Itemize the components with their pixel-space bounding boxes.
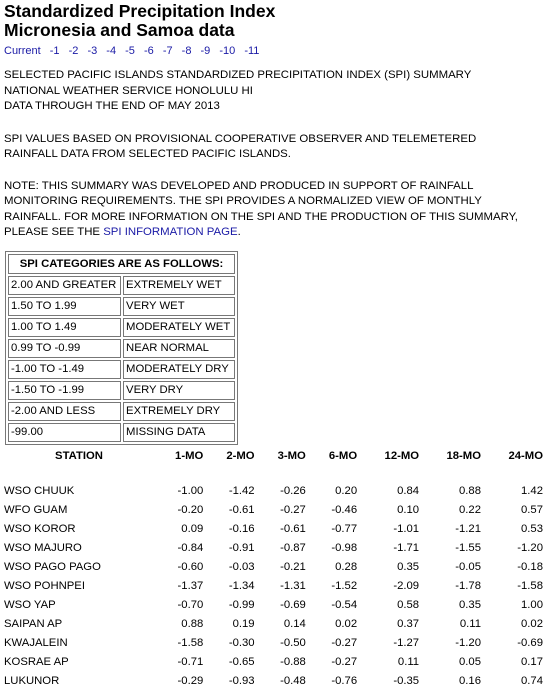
spi-value-cell: 0.19 — [232, 618, 255, 630]
nav-link-minus-11[interactable]: -11 — [244, 45, 260, 57]
spi-value-cell: -0.61 — [280, 523, 306, 535]
intro-paragraph — [4, 68, 543, 115]
spi-value-cell: -1.58 — [177, 637, 204, 649]
spi-value-cell: -1.55 — [455, 542, 481, 554]
station-name: WSO KOROR — [4, 523, 76, 535]
spi-value-cell: -1.58 — [517, 580, 543, 592]
category-row — [8, 381, 235, 400]
spi-value-cell: 0.16 — [459, 675, 481, 687]
spi-value-cell: 0.88 — [459, 485, 481, 497]
spi-value-cell: 0.02 — [335, 618, 358, 630]
nav-link-minus-4[interactable]: -4 — [106, 45, 117, 57]
station-name: KOSRAE AP — [4, 656, 69, 668]
category-label: EXTREMELY DRY — [123, 402, 235, 421]
spi-value-cell: -0.87 — [280, 542, 306, 554]
category-range: -1.50 TO -1.99 — [8, 381, 121, 400]
note-line-1: NOTE: THIS SUMMARY WAS DEVELOPED AND PRODUCED IN SUPPORT OF RAINFALL — [4, 179, 474, 192]
spi-value-cell: 0.11 — [459, 618, 481, 630]
spi-value-cell: -0.54 — [331, 599, 358, 611]
table-row — [4, 577, 545, 596]
spi-value-cell: -0.60 — [177, 561, 204, 573]
spi-value-cell: -0.27 — [280, 504, 306, 516]
note-line-3: RAINFALL. FOR MORE INFORMATION ON THE SPI AND THE PRODUCTION OF THIS SUMMARY, — [4, 210, 518, 223]
station-name: WSO YAP — [4, 599, 56, 611]
nav-link-minus-6[interactable]: -6 — [143, 45, 154, 57]
spi-value-cell: -0.99 — [228, 599, 255, 611]
category-label: EXTREMELY WET — [123, 276, 235, 295]
category-label: NEAR NORMAL — [123, 339, 235, 358]
category-range: 0.99 TO -0.99 — [8, 339, 121, 358]
spi-value-cell: -1.21 — [455, 523, 481, 535]
table-row — [4, 596, 545, 615]
category-range: -1.00 TO -1.49 — [8, 360, 121, 379]
spi-value-cell: -0.91 — [228, 542, 255, 554]
category-range: -2.00 AND LESS — [8, 402, 121, 421]
note-line-4-suffix: . — [237, 226, 241, 238]
spi-value-cell: 0.22 — [459, 504, 481, 516]
station-name: SAIPAN AP — [4, 618, 63, 630]
spi-value-cell: 0.09 — [181, 523, 204, 535]
category-row — [8, 276, 235, 295]
spi-value-cell: -1.20 — [455, 637, 481, 649]
nav-link-minus-2[interactable]: -2 — [68, 45, 79, 57]
spi-value-cell: 0.14 — [283, 618, 306, 630]
table-row — [4, 634, 545, 653]
nav-link-minus-9[interactable]: -9 — [200, 45, 211, 57]
nav-link-minus-5[interactable]: -5 — [125, 45, 135, 57]
spi-value-cell: -0.20 — [177, 504, 204, 516]
header-18-mo: 18-MO — [446, 449, 481, 462]
spi-value-cell: -0.27 — [331, 637, 358, 649]
spi-value-cell: -0.88 — [280, 656, 306, 668]
spi-information-link[interactable]: SPI INFORMATION PAGE — [103, 226, 238, 238]
spi-value-cell: -0.05 — [455, 561, 481, 573]
basis-line-2: RAINFALL DATA FROM SELECTED PACIFIC ISLANDS. — [4, 148, 291, 160]
category-row — [8, 402, 235, 421]
spi-value-cell: 0.74 — [521, 675, 543, 687]
category-row — [8, 318, 235, 337]
note-line-2: MONITORING REQUIREMENTS. THE SPI PROVIDES A NORMALIZED VIEW OF MONTHLY — [4, 195, 482, 207]
nav-link-minus-10[interactable]: -10 — [219, 45, 236, 57]
spi-value-cell: -0.70 — [177, 599, 204, 611]
spi-value-cell: -0.98 — [331, 542, 358, 554]
category-range: -99.00 — [8, 423, 121, 442]
spi-value-cell: -0.27 — [331, 656, 358, 668]
basis-paragraph — [4, 132, 543, 163]
table-row — [4, 482, 545, 501]
spi-value-cell: -0.93 — [228, 675, 255, 687]
table-row — [4, 672, 545, 691]
spi-value-cell: -0.03 — [228, 561, 255, 573]
spi-value-cell: 0.35 — [459, 599, 481, 611]
spi-value-cell: 0.57 — [521, 504, 543, 516]
intro-line-3: DATA THROUGH THE END OF MAY 2013 — [4, 100, 220, 112]
category-row — [8, 297, 235, 316]
header-1-mo: 1-MO — [175, 449, 204, 462]
spi-value-cell: -1.01 — [393, 523, 420, 535]
station-name: WFO GUAM — [4, 504, 68, 516]
nav-link-current[interactable]: Current — [4, 45, 41, 57]
table-row — [4, 653, 545, 672]
category-label: MISSING DATA — [123, 423, 235, 442]
table-row — [4, 539, 545, 558]
category-label: MODERATELY WET — [123, 318, 235, 337]
title-line-1: Standardized Precipitation Index — [4, 1, 276, 21]
header-3-mo: 3-MO — [277, 449, 306, 462]
spi-header-row — [4, 448, 545, 464]
header-6-mo: 6-MO — [328, 449, 358, 462]
table-row — [4, 520, 545, 539]
spi-value-cell: -0.21 — [280, 561, 306, 573]
spi-value-cell: 0.37 — [397, 618, 420, 630]
category-label: MODERATELY DRY — [123, 360, 235, 379]
station-name: WSO CHUUK — [4, 485, 75, 497]
spi-value-cell: -1.52 — [331, 580, 358, 592]
spi-value-cell: -1.42 — [228, 485, 255, 497]
note-line-4-prefix: PLEASE SEE THE — [4, 226, 104, 238]
table-row — [4, 501, 545, 520]
category-label: VERY WET — [123, 297, 235, 316]
categories-header: SPI CATEGORIES ARE AS FOLLOWS: — [8, 254, 235, 274]
category-range: 1.50 TO 1.99 — [8, 297, 121, 316]
spi-value-cell: -0.69 — [517, 637, 543, 649]
spi-value-cell: -0.84 — [177, 542, 204, 554]
category-range: 1.00 TO 1.49 — [8, 318, 121, 337]
page-title — [4, 0, 543, 40]
spi-value-cell: -1.31 — [280, 580, 306, 592]
spi-value-cell: 0.28 — [335, 561, 358, 573]
intro-line-2: NATIONAL WEATHER SERVICE HONOLULU HI — [4, 84, 253, 97]
spi-value-cell: -0.71 — [177, 656, 204, 668]
spi-value-cell: -2.09 — [393, 580, 420, 592]
spi-value-cell: 0.02 — [521, 618, 543, 630]
spi-value-cell: -0.76 — [331, 675, 358, 687]
spi-value-cell: 0.58 — [397, 599, 420, 611]
spi-value-cell: 1.00 — [521, 599, 543, 611]
spi-value-cell: -0.29 — [177, 675, 204, 687]
spi-value-cell: -0.50 — [280, 637, 306, 649]
header-station: STATION — [55, 449, 103, 462]
category-row — [8, 339, 235, 358]
spi-value-cell: 0.88 — [181, 618, 204, 630]
nav-link-minus-3[interactable]: -3 — [87, 45, 98, 57]
spi-value-cell: -0.18 — [517, 561, 543, 573]
table-row — [4, 558, 545, 577]
category-row — [8, 423, 235, 442]
spi-value-cell: 0.84 — [397, 485, 420, 497]
note-paragraph — [4, 179, 543, 241]
month-nav — [4, 45, 543, 58]
spi-value-cell: 0.17 — [521, 656, 543, 668]
nav-link-minus-7[interactable]: -7 — [162, 45, 173, 57]
spi-value-cell: 0.35 — [397, 561, 420, 573]
header-12-mo: 12-MO — [384, 449, 420, 462]
spi-value-cell: -0.65 — [228, 656, 255, 668]
spi-value-cell: -1.78 — [455, 580, 481, 592]
spi-value-cell: 0.05 — [459, 656, 481, 668]
title-line-2: Micronesia and Samoa data — [4, 20, 235, 40]
spi-value-cell: 0.11 — [397, 656, 420, 668]
spi-value-cell: -0.77 — [331, 523, 358, 535]
spi-value-cell: -0.35 — [393, 675, 420, 687]
spi-value-cell: -0.46 — [331, 504, 358, 516]
spi-value-cell: -0.69 — [280, 599, 306, 611]
spi-values-table — [4, 448, 545, 691]
spi-value-cell: -0.30 — [228, 637, 255, 649]
station-name: LUKUNOR — [4, 675, 60, 687]
intro-line-1: SELECTED PACIFIC ISLANDS STANDARDIZED PRECIPITATION INDEX (SPI) SUMMARY — [4, 69, 472, 81]
spi-value-cell: -1.37 — [177, 580, 204, 592]
station-name: KWAJALEIN — [4, 637, 68, 649]
spi-value-cell: -1.27 — [393, 637, 420, 649]
station-name: WSO MAJURO — [4, 542, 82, 554]
spi-categories-table — [5, 251, 238, 445]
spi-value-cell: 0.10 — [397, 504, 420, 516]
spi-value-cell: -0.48 — [280, 675, 306, 687]
category-label: VERY DRY — [123, 381, 235, 400]
spi-value-cell: 1.42 — [521, 485, 543, 497]
spi-value-cell: 0.53 — [521, 523, 543, 535]
spi-value-cell: -0.16 — [228, 523, 255, 535]
category-row — [8, 360, 235, 379]
spi-value-cell: -1.00 — [177, 485, 204, 497]
spi-value-cell: -1.71 — [393, 542, 420, 554]
spi-value-cell: 0.20 — [335, 485, 358, 497]
spi-value-cell: -1.34 — [228, 580, 255, 592]
nav-link-minus-1[interactable]: -1 — [49, 45, 60, 57]
spi-value-cell: -0.26 — [280, 485, 306, 497]
nav-link-minus-8[interactable]: -8 — [181, 45, 192, 57]
station-name: WSO PAGO PAGO — [4, 561, 101, 573]
spi-value-cell: -0.61 — [228, 504, 255, 516]
spi-value-cell: -1.20 — [517, 542, 543, 554]
table-row — [4, 615, 545, 634]
header-24-mo: 24-MO — [508, 449, 543, 462]
station-name: WSO POHNPEI — [4, 580, 85, 592]
basis-line-1: SPI VALUES BASED ON PROVISIONAL COOPERATIVE OBSERVER AND TELEMETERED — [4, 132, 477, 145]
category-range: 2.00 AND GREATER — [8, 276, 121, 295]
header-2-mo: 2-MO — [226, 449, 255, 462]
